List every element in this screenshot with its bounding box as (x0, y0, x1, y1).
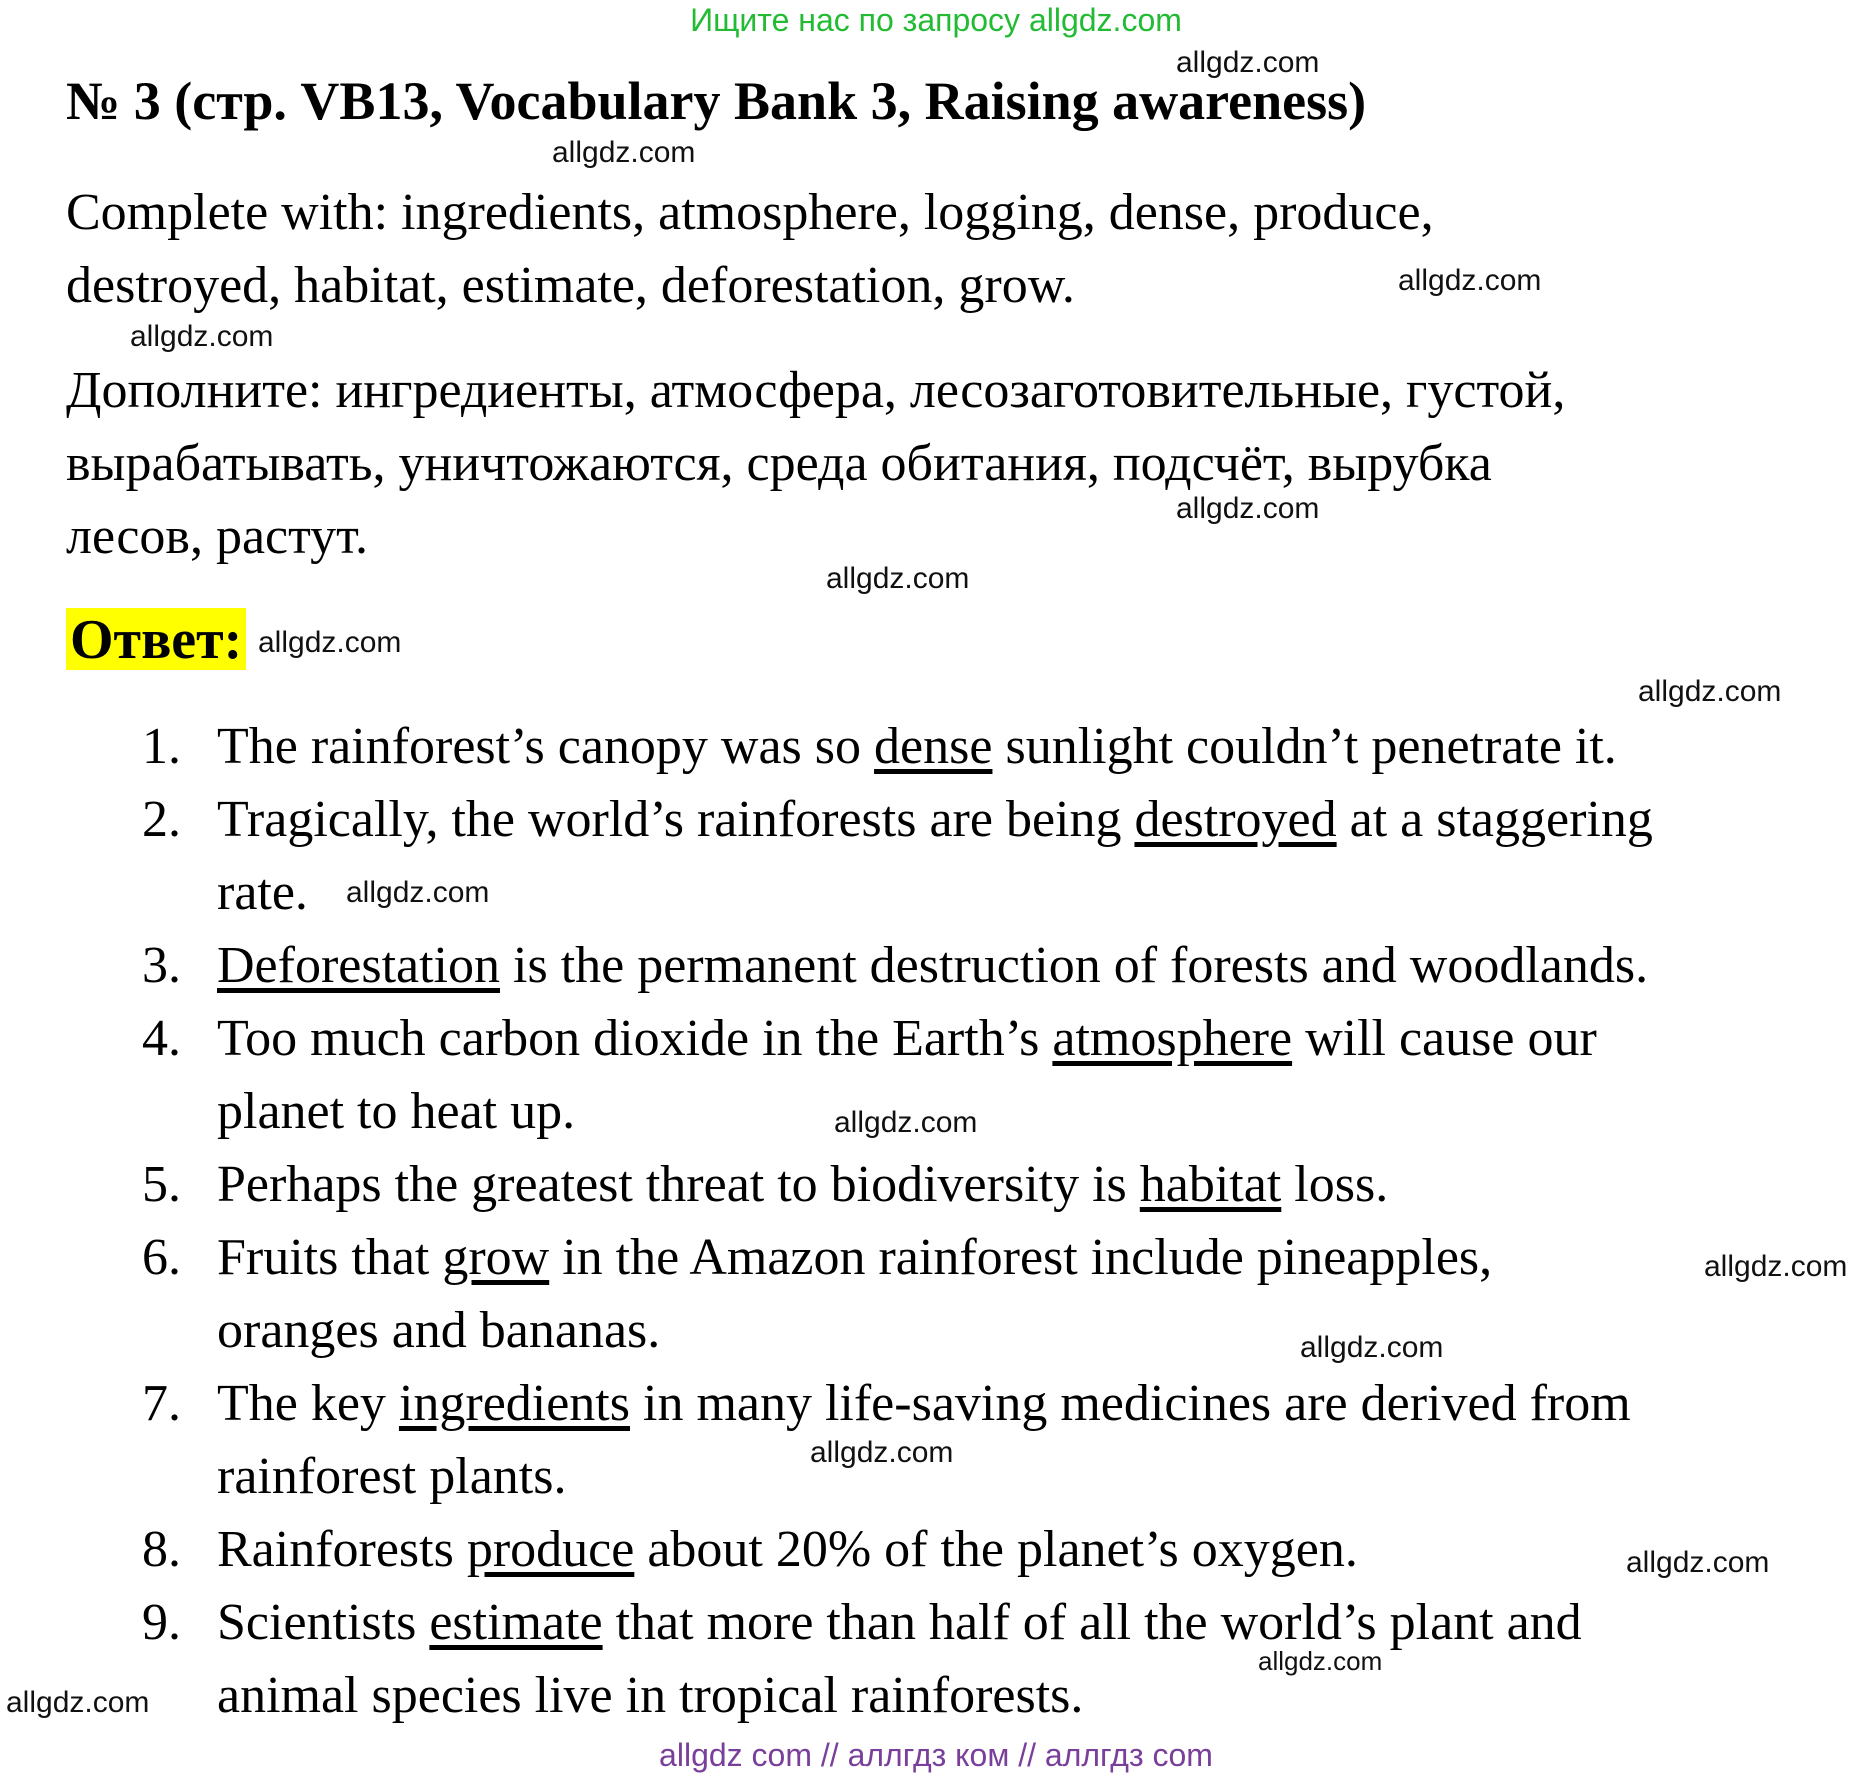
item-text: Scientists (217, 1594, 430, 1651)
watermark: allgdz.com (1638, 675, 1782, 708)
instruction-ru-line: вырабатывать, уничтожаются, среда обитания, подсчёт, вырубка (66, 435, 1492, 492)
watermark: allgdz.com (834, 1106, 978, 1139)
list-item (217, 1367, 1631, 1440)
list-item (217, 1513, 1358, 1586)
item-text: animal species live in tropical rainforests. (217, 1667, 1084, 1724)
item-text: is the permanent destruction of forests and woodlands. (500, 937, 1649, 994)
footer-watermark: allgdz com // аллгдз ком // аллгдз com (659, 1737, 1213, 1773)
instruction-ru-line: Дополните: ингредиенты, атмосфера, лесозаготовительные, густой, (66, 362, 1566, 419)
list-item (217, 1221, 1492, 1294)
item-number: 7. (142, 1375, 181, 1432)
exercise-title: № 3 (стр. VB13, Vocabulary Bank 3, Raising awareness) (66, 71, 1367, 131)
item-number: 5. (142, 1156, 181, 1213)
watermark: allgdz.com (1176, 492, 1320, 525)
item-text: in the Amazon rainforest include pineapples, (549, 1229, 1493, 1286)
watermark: allgdz.com (810, 1436, 954, 1469)
instruction-ru (66, 354, 1565, 573)
item-text: that more than half of all the world’s plant and (602, 1594, 1582, 1651)
list-item-continuation (217, 856, 308, 929)
list-item (217, 783, 1653, 856)
item-number: 2. (142, 791, 181, 848)
list-item (217, 929, 1648, 1002)
instruction-en (66, 176, 1434, 322)
item-number: 1. (142, 718, 181, 775)
list-item-continuation (217, 1075, 575, 1148)
watermark: allgdz.com (6, 1686, 150, 1719)
list-item-continuation (217, 1440, 566, 1513)
answer-word: atmosphere (1052, 1010, 1293, 1067)
watermark: allgdz.com (1300, 1331, 1444, 1364)
watermark: allgdz.com (346, 876, 490, 909)
list-item-continuation (217, 1294, 660, 1367)
item-text: Fruits that (217, 1229, 443, 1286)
watermark: allgdz.com (1626, 1546, 1770, 1579)
item-text: planet to heat up. (217, 1083, 576, 1140)
item-number: 3. (142, 937, 181, 994)
watermark: allgdz.com (130, 320, 274, 353)
answer-word: ingredients (398, 1375, 630, 1432)
item-text: The key (217, 1375, 399, 1432)
answer-word: Deforestation (217, 937, 501, 994)
watermark: allgdz.com (258, 626, 402, 659)
item-text: Perhaps the greatest threat to biodiversity is (217, 1156, 1140, 1213)
item-text: The rainforest’s canopy was so (217, 718, 875, 775)
item-text: Tragically, the world’s rainforests are being (217, 791, 1135, 848)
answer-word: destroyed (1134, 791, 1337, 848)
watermark: allgdz.com (1398, 264, 1542, 297)
item-text: will cause our (1292, 1010, 1597, 1067)
instruction-ru-line: лесов, растут. (66, 508, 368, 565)
item-text: sunlight couldn’t penetrate it. (992, 718, 1617, 775)
item-number: 6. (142, 1229, 181, 1286)
watermark: allgdz.com (1258, 1646, 1383, 1676)
answer-word: dense (874, 718, 993, 775)
list-item (217, 1148, 1388, 1221)
answer-word: grow (442, 1229, 550, 1286)
item-text: Too much carbon dioxide in the Earth’s (217, 1010, 1053, 1067)
item-text: rate. (217, 864, 308, 921)
watermark: allgdz.com (552, 136, 696, 169)
watermark: allgdz.com (1704, 1250, 1848, 1283)
watermark: allgdz.com (1176, 46, 1320, 79)
top-banner: Ищите нас по запросу allgdz.com (690, 2, 1182, 38)
item-text: about 20% of the planet’s oxygen. (634, 1521, 1358, 1578)
answer-word: estimate (429, 1594, 603, 1651)
item-text: Rainforests (217, 1521, 467, 1578)
item-text: oranges and bananas. (217, 1302, 661, 1359)
answer-word: produce (466, 1521, 635, 1578)
instruction-en-line: destroyed, habitat, estimate, deforestation, grow. (66, 257, 1075, 314)
item-text: rainforest plants. (217, 1448, 567, 1505)
list-item (217, 1002, 1597, 1075)
watermark: allgdz.com (826, 562, 970, 595)
instruction-en-line: Complete with: ingredients, atmosphere, logging, dense, produce, (66, 184, 1434, 241)
item-number: 9. (142, 1594, 181, 1651)
list-item-continuation (217, 1659, 1083, 1732)
answer-label: Ответ: (66, 608, 246, 670)
item-text: in many life-saving medicines are derived from (630, 1375, 1631, 1432)
item-number: 4. (142, 1010, 181, 1067)
item-text: at a staggering (1336, 791, 1653, 848)
answer-word: habitat (1139, 1156, 1282, 1213)
list-item (217, 710, 1617, 783)
item-text: loss. (1281, 1156, 1389, 1213)
item-number: 8. (142, 1521, 181, 1578)
